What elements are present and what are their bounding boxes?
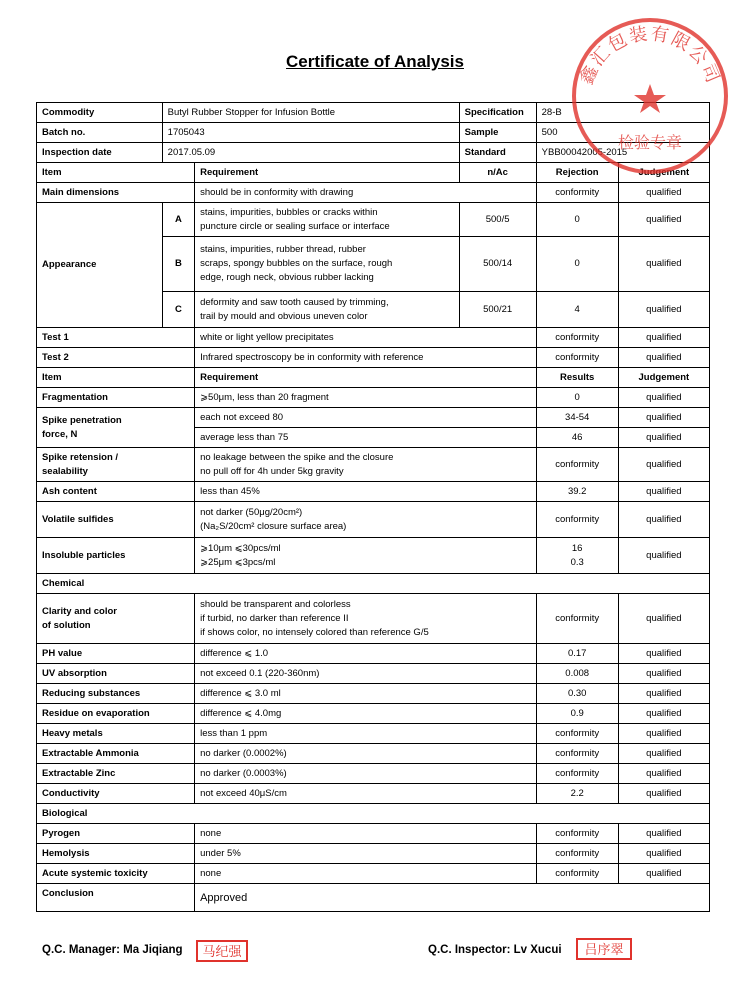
requirement-cell: ⩾50μm, less than 20 fragment	[195, 388, 537, 408]
col-requirement-header: Requirement	[195, 163, 460, 183]
requirement-cell: difference ⩽ 3.0 ml	[195, 684, 537, 704]
table-row	[37, 704, 710, 724]
result-cell: 34-54	[536, 408, 618, 428]
table-row	[37, 684, 710, 704]
nac-cell: 500/14	[459, 237, 536, 292]
requirement-cell: not darker (50μg/20cm²) (Na₂S/20cm² closure surface area)	[195, 502, 537, 538]
judgement-cell: qualified	[618, 292, 709, 328]
batch-value: 1705043	[162, 123, 459, 143]
judgement-cell: qualified	[618, 428, 709, 448]
document-title: Certificate of Analysis	[286, 52, 464, 71]
conclusion-value: Approved	[195, 884, 710, 912]
result-cell: conformity	[536, 724, 618, 744]
item-cell: Main dimensions	[37, 183, 195, 203]
requirement-cell: not exceed 0.1 (220-360nm)	[195, 664, 537, 684]
judgement-cell: qualified	[618, 594, 709, 644]
table-row	[37, 664, 710, 684]
requirement-cell: each not exceed 80	[195, 408, 537, 428]
grade-code: C	[162, 292, 194, 328]
qc-inspector-text: Q.C. Inspector: Lv Xucui	[428, 944, 562, 956]
item-cell: Acute systemic toxicity	[37, 864, 195, 884]
section-heading: Chemical	[37, 574, 710, 594]
requirement-cell: stains, impurities, rubber thread, rubber scraps, spongy bubbles on the surface, rough edge, rough neck, obvious rubber lacking	[195, 237, 460, 292]
standard-value: YBB00042005-2015	[536, 143, 709, 163]
appearance-label: Appearance	[37, 203, 163, 328]
requirement-cell: less than 1 ppm	[195, 724, 537, 744]
table2-header-row	[37, 368, 710, 388]
result-cell: conformity	[536, 764, 618, 784]
table-row	[37, 824, 710, 844]
fragmentation-row	[37, 388, 710, 408]
volatile-sulfides-row	[37, 502, 710, 538]
col-nac-header: n/Ac	[459, 163, 536, 183]
sample-value: 500	[536, 123, 709, 143]
judgement-cell: qualified	[618, 237, 709, 292]
rejection-cell: 0	[536, 237, 618, 292]
item-cell: Extractable Ammonia	[37, 744, 195, 764]
result-cell: conformity	[536, 864, 618, 884]
item-cell: Residue on evaporation	[37, 704, 195, 724]
spike-penetration-row-1	[37, 408, 710, 428]
judgement-cell: qualified	[618, 744, 709, 764]
judgement-cell: qualified	[618, 538, 709, 574]
rejection-cell: conformity	[536, 328, 618, 348]
date-label: Inspection date	[37, 143, 163, 163]
commodity-value: Butyl Rubber Stopper for Infusion Bottle	[162, 103, 459, 123]
qc-inspector-signature	[428, 944, 562, 956]
conclusion-label: Conclusion	[37, 884, 195, 912]
result-cell: 39.2	[536, 482, 618, 502]
judgement-cell: qualified	[618, 764, 709, 784]
result-cell: 2.2	[536, 784, 618, 804]
item-cell: Spike penetration force, N	[37, 408, 195, 448]
result-cell: conformity	[536, 448, 618, 482]
table-row	[37, 844, 710, 864]
col-results-header: Results	[536, 368, 618, 388]
nac-cell: 500/21	[459, 292, 536, 328]
grade-code: A	[162, 203, 194, 237]
sample-label: Sample	[459, 123, 536, 143]
test2-row	[37, 348, 710, 368]
specification-label: Specification	[459, 103, 536, 123]
item-cell: Fragmentation	[37, 388, 195, 408]
star-icon	[634, 84, 666, 113]
requirement-cell: should be in conformity with drawing	[195, 183, 537, 203]
judgement-cell: qualified	[618, 644, 709, 664]
judgement-cell: qualified	[618, 348, 709, 368]
result-cell: 0	[536, 388, 618, 408]
requirement-cell: none	[195, 824, 537, 844]
table-row	[37, 724, 710, 744]
item-cell: Clarity and color of solution	[37, 594, 195, 644]
item-cell: Test 1	[37, 328, 195, 348]
table-row	[37, 644, 710, 664]
stamp-ring-text: 鑫汇包装有限公司	[576, 23, 724, 88]
result-cell: conformity	[536, 594, 618, 644]
insoluble-particles-row	[37, 538, 710, 574]
spike-retension-row	[37, 448, 710, 482]
rejection-cell: 4	[536, 292, 618, 328]
qc-manager-text: Q.C. Manager: Ma Jiqiang	[42, 944, 183, 956]
rejection-cell: conformity	[536, 348, 618, 368]
judgement-cell: qualified	[618, 328, 709, 348]
col-judgement-header: Judgement	[618, 368, 709, 388]
requirement-cell: none	[195, 864, 537, 884]
ash-content-row	[37, 482, 710, 502]
item-cell: Hemolysis	[37, 844, 195, 864]
standard-label: Standard	[459, 143, 536, 163]
clarity-row	[37, 594, 710, 644]
judgement-cell: qualified	[618, 784, 709, 804]
appearance-a-row	[37, 203, 710, 237]
judgement-cell: qualified	[618, 704, 709, 724]
result-cell: 0.9	[536, 704, 618, 724]
rejection-cell: 0	[536, 203, 618, 237]
item-cell: Insoluble particles	[37, 538, 195, 574]
seal-text: 吕序翠	[584, 943, 624, 958]
requirement-cell: ⩾10μm ⩽30pcs/ml ⩾25μm ⩽3pcs/ml	[195, 538, 537, 574]
main-dimensions-row	[37, 183, 710, 203]
requirement-cell: no leakage between the spike and the closure no pull off for 4h under 5kg gravity	[195, 448, 537, 482]
judgement-cell: qualified	[618, 408, 709, 428]
nac-cell: 500/5	[459, 203, 536, 237]
date-value: 2017.05.09	[162, 143, 459, 163]
judgement-cell: qualified	[618, 482, 709, 502]
result-cell: conformity	[536, 844, 618, 864]
item-cell: Heavy metals	[37, 724, 195, 744]
judgement-cell: qualified	[618, 203, 709, 237]
item-cell: Conductivity	[37, 784, 195, 804]
judgement-cell: qualified	[618, 664, 709, 684]
result-cell: conformity	[536, 824, 618, 844]
table-row	[37, 744, 710, 764]
batch-label: Batch no.	[37, 123, 163, 143]
company-stamp	[570, 16, 730, 176]
requirement-cell: difference ⩽ 1.0	[195, 644, 537, 664]
item-cell: Extractable Zinc	[37, 764, 195, 784]
test1-row	[37, 328, 710, 348]
qc-manager-signature	[42, 944, 183, 956]
requirement-cell: no darker (0.0003%)	[195, 764, 537, 784]
judgement-cell: qualified	[618, 684, 709, 704]
result-cell: conformity	[536, 744, 618, 764]
item-cell: Pyrogen	[37, 824, 195, 844]
judgement-cell: qualified	[618, 864, 709, 884]
requirement-cell: not exceed 40μS/cm	[195, 784, 537, 804]
result-cell: 46	[536, 428, 618, 448]
requirement-cell: should be transparent and colorless if turbid, no darker than reference II if shows color, no intensely colored than reference G/5	[195, 594, 537, 644]
manager-seal	[196, 940, 248, 962]
result-cell: 0.008	[536, 664, 618, 684]
requirement-cell: less than 45%	[195, 482, 537, 502]
col-item-header: Item	[37, 163, 195, 183]
judgement-cell: qualified	[618, 502, 709, 538]
item-cell: Ash content	[37, 482, 195, 502]
result-cell: 0.17	[536, 644, 618, 664]
requirement-cell: average less than 75	[195, 428, 537, 448]
specification-value: 28-B	[536, 103, 709, 123]
inspector-seal	[576, 938, 632, 960]
conclusion-row	[37, 884, 710, 912]
col-judgement-header: Judgement	[618, 163, 709, 183]
commodity-label: Commodity	[37, 103, 163, 123]
col-item-header: Item	[37, 368, 195, 388]
requirement-cell: white or light yellow precipitates	[195, 328, 537, 348]
judgement-cell: qualified	[618, 724, 709, 744]
judgement-cell: qualified	[618, 388, 709, 408]
requirement-cell: difference ⩽ 4.0mg	[195, 704, 537, 724]
item-cell: Spike retension / sealability	[37, 448, 195, 482]
item-cell: UV absorption	[37, 664, 195, 684]
biological-section-row	[37, 804, 710, 824]
table-row	[37, 784, 710, 804]
chemical-section-row	[37, 574, 710, 594]
judgement-cell: qualified	[618, 844, 709, 864]
grade-code: B	[162, 237, 194, 292]
item-cell: Reducing substances	[37, 684, 195, 704]
requirement-cell: stains, impurities, bubbles or cracks within puncture circle or sealing surface or interface	[195, 203, 460, 237]
table-row	[37, 864, 710, 884]
seal-text: 马纪强	[202, 945, 242, 960]
judgement-cell: qualified	[618, 183, 709, 203]
result-cell: 0.30	[536, 684, 618, 704]
result-cell: conformity	[536, 502, 618, 538]
item-cell: Volatile sulfides	[37, 502, 195, 538]
judgement-cell: qualified	[618, 824, 709, 844]
certificate-table	[36, 102, 710, 912]
requirement-cell: under 5%	[195, 844, 537, 864]
item-cell: Test 2	[37, 348, 195, 368]
requirement-cell: no darker (0.0002%)	[195, 744, 537, 764]
requirement-cell: deformity and saw tooth caused by trimming, trail by mould and obvious uneven color	[195, 292, 460, 328]
stamp-bottom-text: 检验专章	[617, 133, 683, 152]
judgement-cell: qualified	[618, 448, 709, 482]
rejection-cell: conformity	[536, 183, 618, 203]
col-requirement-header: Requirement	[195, 368, 537, 388]
result-cell: 16 0.3	[536, 538, 618, 574]
col-rejection-header: Rejection	[536, 163, 618, 183]
table-row	[37, 764, 710, 784]
section-heading: Biological	[37, 804, 710, 824]
item-cell: PH value	[37, 644, 195, 664]
requirement-cell: Infrared spectroscopy be in conformity with reference	[195, 348, 537, 368]
